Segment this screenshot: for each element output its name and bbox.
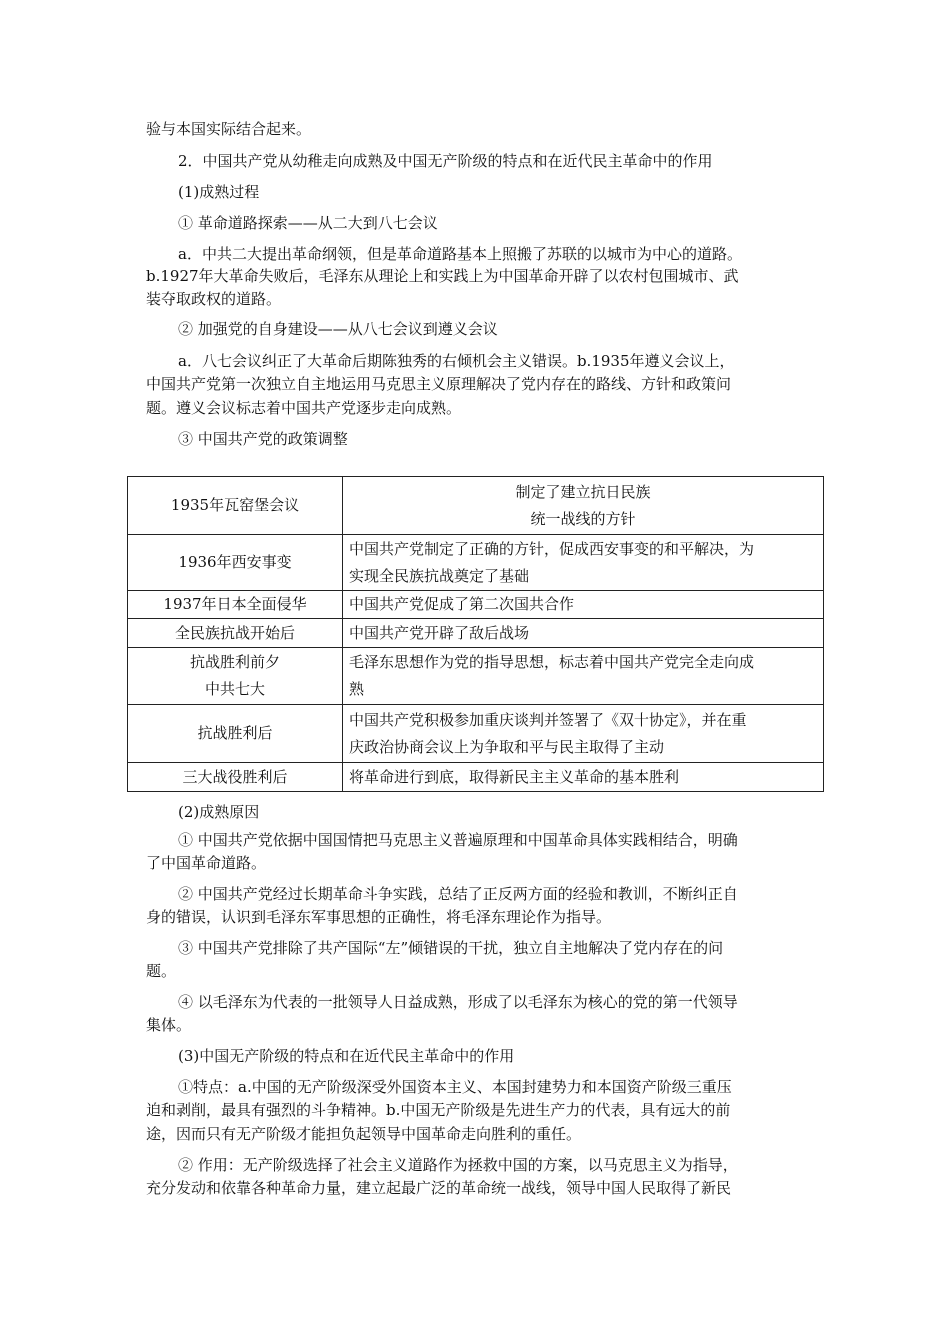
- text-line: ④ 以毛泽东为代表的一批领导人日益成熟，形成了以毛泽东为核心的党的第一代领导: [178, 993, 738, 1011]
- subsection-heading: (3)中国无产阶级的特点和在近代民主革命中的作用: [178, 1047, 515, 1065]
- text-line: ② 作用：无产阶级选择了社会主义道路作为拯救中国的方案，以马克思主义为指导，: [178, 1156, 738, 1174]
- cell-text: 中共七大: [204, 680, 265, 698]
- description-cell: [343, 535, 824, 591]
- text-line: ③ 中国共产党排除了共产国际“左”倾错误的干扰，独立自主地解决了党内存在的问: [178, 939, 724, 957]
- table-row: [128, 763, 824, 792]
- cell-text: 1936年西安事变: [178, 553, 292, 571]
- event-cell: [128, 477, 343, 535]
- cell-text: 中国共产党积极参加重庆谈判并签署了《双十协定》，并在重: [349, 710, 747, 729]
- item-heading: ③ 中国共产党的政策调整: [178, 430, 348, 448]
- text-line: ② 中国共产党经过长期革命斗争实践，总结了正反两方面的经验和教训，不断纠正自: [178, 885, 738, 903]
- policy-table: [127, 476, 824, 792]
- text-line: 装夺取政权的道路。: [146, 290, 282, 308]
- cell-text: 制定了建立抗日民族: [515, 482, 651, 501]
- description-cell: [343, 705, 824, 763]
- cell-text: 统一战线的方针: [530, 509, 636, 528]
- cell-text: 将革命进行到底，取得新民主主义革命的基本胜利: [349, 767, 680, 786]
- text-line: a．中共二大提出革命纲领，但是革命道路基本上照搬了苏联的以城市为中心的道路。: [178, 245, 742, 263]
- event-cell: [128, 705, 343, 763]
- table-row: [128, 619, 824, 648]
- text-line: 验与本国实际结合起来。: [146, 120, 312, 138]
- cell-text: 三大战役胜利后: [182, 767, 288, 786]
- cell-text: 毛泽东思想作为党的指导思想，标志着中国共产党完全走向成: [349, 653, 755, 671]
- text-line: 途，因而只有无产阶级才能担负起领导中国革命走向胜利的重任。: [146, 1125, 582, 1143]
- event-cell: [128, 591, 343, 619]
- table-row: [128, 705, 824, 763]
- text-line: 了中国革命道路。: [146, 854, 267, 872]
- table-row: [128, 477, 824, 535]
- cell-text: 全民族抗战开始后: [174, 623, 295, 642]
- description-cell: [343, 477, 824, 535]
- table-row: [128, 535, 824, 591]
- text-line: a．八七会议纠正了大革命后期陈独秀的右倾机会主义错误。b.1935年遵义会议上，: [178, 352, 735, 370]
- text-line: ① 中国共产党依据中国国情把马克思主义普遍原理和中国革命具体实践相结合，明确: [178, 831, 738, 849]
- table-row: [128, 648, 824, 705]
- subsection-heading: (1)成熟过程: [178, 183, 260, 201]
- cell-text: 中国共产党开辟了敌后战场: [349, 623, 530, 642]
- text-line: b.1927年大革命失败后，毛泽东从理论上和实践上为中国革命开辟了以农村包围城市、武: [146, 267, 739, 285]
- cell-text: 中国共产党制定了正确的方针，促成西安事变的和平解决，为: [349, 539, 755, 558]
- subsection-heading: (2)成熟原因: [178, 803, 260, 821]
- text-line: ①特点：a.中国的无产阶级深受外国资本主义、本国封建势力和本国资产阶级三重压: [178, 1078, 732, 1096]
- text-line: 中国共产党第一次独立自主地运用马克思主义原理解决了党内存在的路线、方针和政策问: [146, 375, 732, 393]
- text-line: 集体。: [146, 1016, 192, 1034]
- cell-text: 1935年瓦窑堡会议: [170, 496, 300, 514]
- description-cell: [343, 648, 824, 705]
- text-line: 身的错误，认识到毛泽东军事思想的正确性，将毛泽东理论作为指导。: [146, 908, 612, 926]
- cell-text: 中国共产党促成了第二次国共合作: [349, 595, 575, 613]
- cell-text: 实现全民族抗战奠定了基础: [349, 566, 530, 585]
- item-heading: ② 加强党的自身建设——从八七会议到遵义会议: [178, 320, 498, 338]
- item-heading: ① 革命道路探索——从二大到八七会议: [178, 214, 438, 232]
- cell-text: 1937年日本全面侵华: [163, 595, 307, 613]
- cell-text: 庆政治协商会议上为争取和平与民主取得了主动: [349, 737, 665, 756]
- text-line: 题。遵义会议标志着中国共产党逐步走向成熟。: [146, 399, 462, 417]
- description-cell: [343, 763, 824, 792]
- event-cell: [128, 619, 343, 648]
- section-heading: 2．中国共产党从幼稚走向成熟及中国无产阶级的特点和在近代民主革命中的作用: [178, 152, 713, 170]
- cell-text: 熟: [349, 680, 365, 698]
- event-cell: [128, 535, 343, 591]
- text-line: 迫和剥削，最具有强烈的斗争精神。b.中国无产阶级是先进生产力的代表，具有远大的前: [146, 1101, 731, 1119]
- text-line: 题。: [146, 962, 177, 980]
- table-row: [128, 591, 824, 619]
- description-cell: [343, 619, 824, 648]
- cell-text: 抗战胜利后: [197, 724, 273, 742]
- event-cell: [128, 763, 343, 792]
- description-cell: [343, 591, 824, 619]
- text-line: 充分发动和依靠各种革命力量，建立起最广泛的革命统一战线，领导中国人民取得了新民: [146, 1179, 732, 1197]
- event-cell: [128, 648, 343, 705]
- cell-text: 抗战胜利前夕: [189, 653, 280, 671]
